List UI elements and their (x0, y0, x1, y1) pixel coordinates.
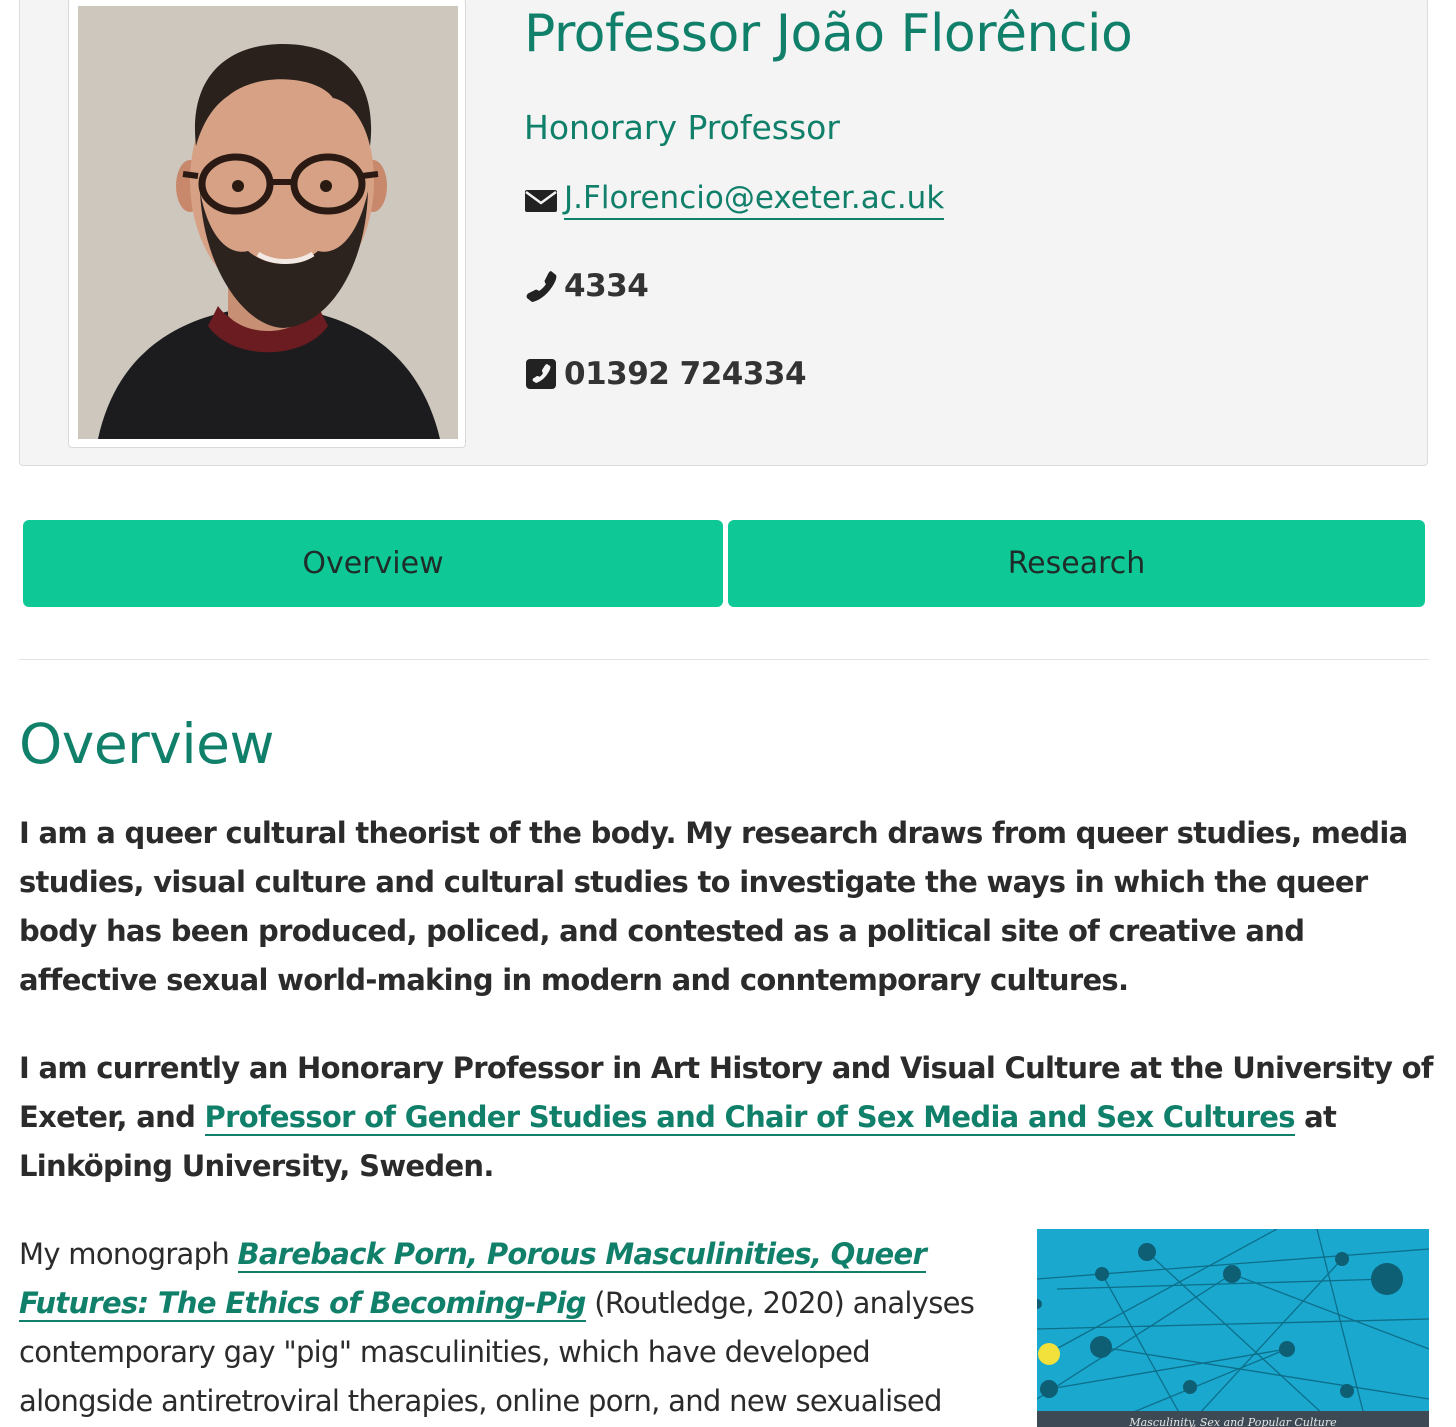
book-cover-strip (1037, 1411, 1429, 1427)
paragraph-text: I am currently an Honorary Professor in Art History and Visual Culture at the University of Exeter, and (19, 1051, 1433, 1134)
paragraph-text: at Linköping University, Sweden. (19, 1100, 1337, 1183)
email-row (524, 180, 944, 220)
book-cover-image (1037, 1229, 1429, 1427)
monograph-link[interactable]: Bareback Porn, Porous Masculinities, Queer Futures: The Ethics of Becoming-Pig (19, 1237, 927, 1320)
phone-row (524, 356, 806, 392)
phone-icon (524, 269, 558, 303)
section-divider (19, 659, 1429, 660)
overview-heading: Overview (19, 712, 274, 776)
envelope-icon (524, 183, 558, 217)
profile-photo (78, 6, 458, 439)
overview-paragraph-1: I am a queer cultural theorist of the body. My research draws from queer studies, media studies, visual culture and cultural studies to investigate the ways in which the queer body has been produced, policed, and contested as a political site of creative and affective sexual world-making in modern and conntemporary cultures. (19, 816, 1408, 997)
overview-paragraph-2 (19, 1044, 1434, 1191)
tab-research[interactable]: Research (728, 520, 1425, 607)
book-cover-text: Masculinity, Sex and Popular Culture (1129, 1416, 1337, 1427)
profile-name: Professor João Florêncio (524, 4, 1133, 64)
profile-photo-frame (68, 0, 466, 448)
phone-number: 01392 724334 (564, 356, 807, 392)
email-link[interactable]: J.Florencio@exeter.ac.uk (564, 180, 944, 220)
extension-row (524, 268, 648, 304)
paragraph-text: (Routledge, 2020) analyses contemporary gay "pig" masculinities, which have developed alongside antiretroviral therapies, online porn, and new sexualised (19, 1286, 975, 1418)
linkoping-professor-link[interactable]: Professor of Gender Studies and Chair of Sex Media and Sex Cultures (204, 1100, 1295, 1134)
paragraph-text: My monograph (19, 1237, 238, 1271)
extension-number: 4334 (564, 268, 649, 304)
phone-square-icon (524, 357, 558, 391)
overview-paragraph-3 (19, 1230, 1009, 1426)
tab-overview[interactable]: Overview (23, 520, 723, 607)
profile-role: Honorary Professor (524, 108, 840, 147)
